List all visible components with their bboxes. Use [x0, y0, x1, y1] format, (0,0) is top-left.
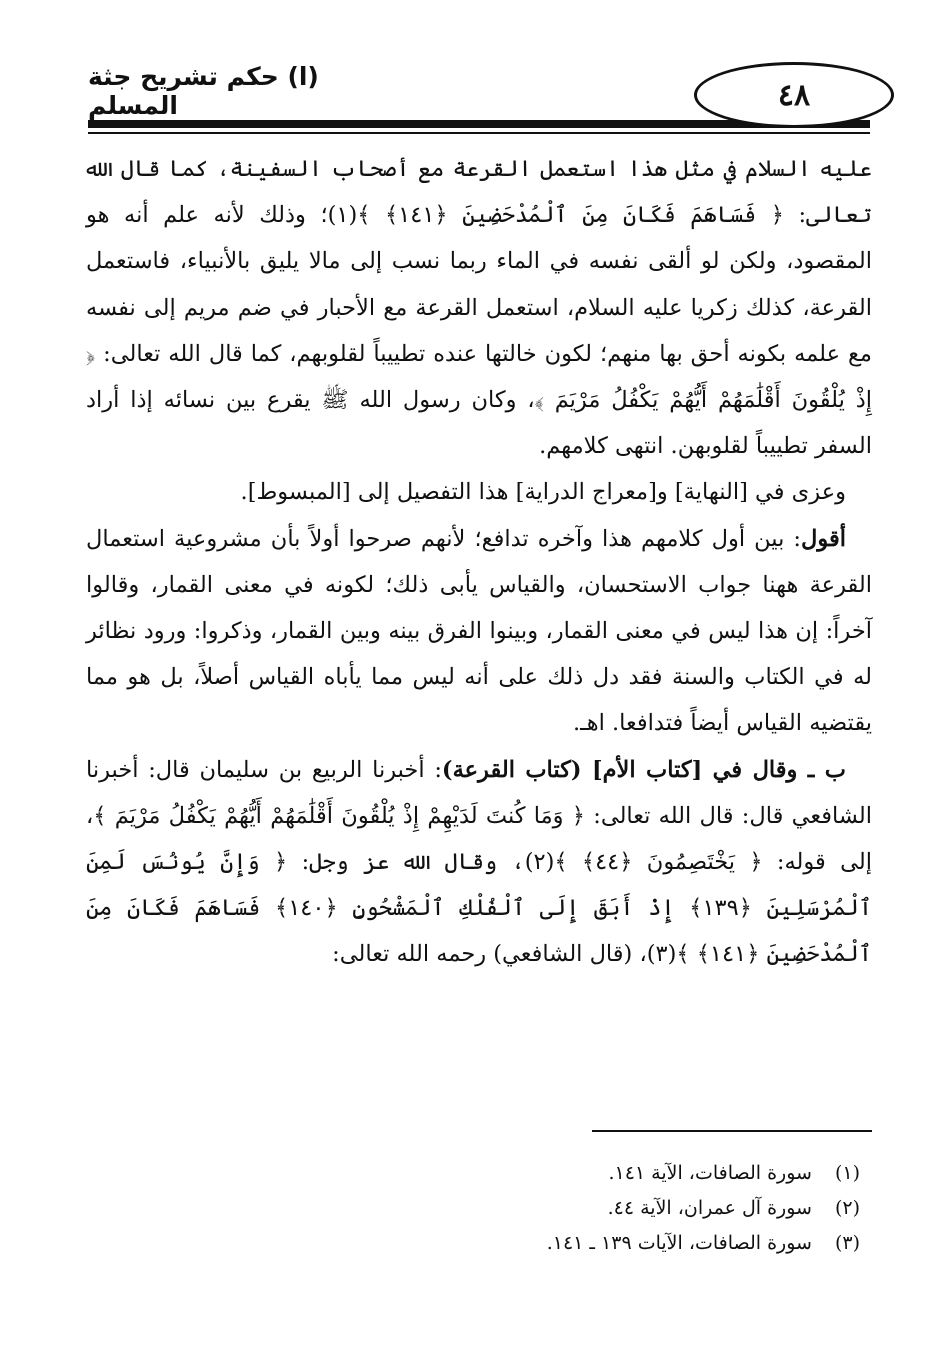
text-line: : بين أول كلامهم هذا وآخره تدافع؛ لأنهم صرحوا أولاً بأن مشروعية — [174, 525, 802, 552]
text-line: رسول الله ﷺ يقرع بين نسائه إذا أراد السفر تطييباً لقلوبهن. انتهى كلامهم. — [86, 387, 872, 460]
footnote-text: سورة الصافات، الآيات ١٣٩ ـ ١٤١. — [546, 1232, 812, 1254]
page-number: ٤٨ — [694, 62, 894, 128]
text-line: ضم مريم إلى نفسه مع علمه بكونه أحق بها منهم؛ لكون خالتها عنده تطييباً — [86, 294, 872, 367]
header-rule-thin — [88, 132, 870, 134]
footnote-separator — [592, 1130, 872, 1132]
text-line: : أخبرنا الربيع بن سليمان — [199, 756, 442, 783]
footnotes — [300, 1156, 860, 1261]
main-text — [86, 146, 872, 978]
paragraph-lead: أقول — [801, 525, 846, 552]
page-header — [88, 46, 870, 136]
footnote-text: سورة آل عمران، الآية ٤٤. — [607, 1197, 812, 1219]
paragraph — [86, 469, 872, 515]
footnote-number: (٢) — [834, 1197, 860, 1219]
text-line: استعمال القرعة ههنا جواب الاستحسان، والقياس يأبى ذلك؛ لكونه في معنى — [86, 525, 873, 598]
text-line: عليه السلام في مثل هذا استعمل القرعة مع أصحاب السفينة، كما قال الله — [86, 156, 872, 182]
text-line: وعزى في [النهاية] و[معراج الدراية] هذا التفصيل إلى [المبسوط]. — [240, 479, 846, 506]
paragraph — [86, 146, 872, 469]
text-line: قال: أخبرنا الشافعي قال: قال الله تعالى: ﴿ وَمَا كُنتَ لَدَيْهِمْ إِذْ يُلْقُونَ — [86, 756, 872, 829]
text-line: تعالى: ﴿ فَسَاهَمَ فَكَانَ مِنَ ٱلْمُدْحَضِينَ ﴿١٤١﴾ ﴾(١)؛ وذلك لأنه علم أنه هو — [86, 202, 872, 229]
text-line: القمار، وذكروا: ورود نظائر له في الكتاب والسنة فقد دل ذلك على أنه ليس — [86, 618, 873, 691]
footnote-text: سورة الصافات، الآية ١٤١. — [608, 1162, 812, 1184]
text-line: القمار، وقالوا آخراً: إن هذا ليس في معنى القمار، وبينوا الفرق بينه وبين — [86, 571, 873, 645]
text-line: المقصود، ولكن لو ألقى نفسه في الماء ربما نسب إلى مالا يليق بالأنبياء، — [179, 248, 872, 275]
text-line: فَسَاهَمَ فَكَانَ مِنَ ٱلْمُدْحَضِينَ ﴿١٤١﴾ ﴾(٣)، (قال الشافعي) رحمه الله تعالى: — [86, 895, 872, 968]
running-title: (ا) حكم تشريح جثة المسلم — [88, 62, 319, 120]
footnote-number: (٣) — [834, 1232, 860, 1254]
footnote — [300, 1191, 860, 1226]
text-line: عز وجل: ﴿ وَإِنَّ يُونُسَ لَمِنَ ٱلْمُرْسَلِينَ ﴿١٣٩﴾ إِذْ أَبَقَ إِلَى ٱلْفُلْكِ ٱلْمَشْحُونِ ﴿١٤٠﴾ — [86, 849, 873, 922]
text-line: مما يأباه القياس أصلاً، بل هو مما يقتضيه القياس أيضاً فتدافعا. اهـ. — [86, 664, 872, 737]
footnote-number: (١) — [834, 1162, 860, 1184]
text-line: فاستعمل القرعة، كذلك زكريا عليه السلام، استعمل القرعة مع الأحبار في — [86, 248, 872, 321]
footnote — [300, 1226, 860, 1261]
text-line: لقلوبهم، كما قال الله تعالى: ﴿ إِذْ يُلْقُونَ أَقْلَٰمَهُمْ أَيُّهُمْ يَكْفُلُ مَرْيَمَ ﴾، وكان — [86, 340, 873, 414]
footnote — [300, 1156, 860, 1191]
paragraph — [86, 516, 872, 747]
paragraph — [86, 747, 872, 978]
paragraph-lead: ب ـ وقال في [كتاب الأم] (كتاب القرعة) — [441, 756, 846, 783]
text-line: أَقْلَٰمَهُمْ أَيُّهُمْ يَكْفُلُ مَرْيَمَ ﴾، إلى قوله: ﴿ يَخْتَصِمُونَ ﴿٤٤﴾ ﴾(٢)، وقال الله — [86, 802, 872, 876]
